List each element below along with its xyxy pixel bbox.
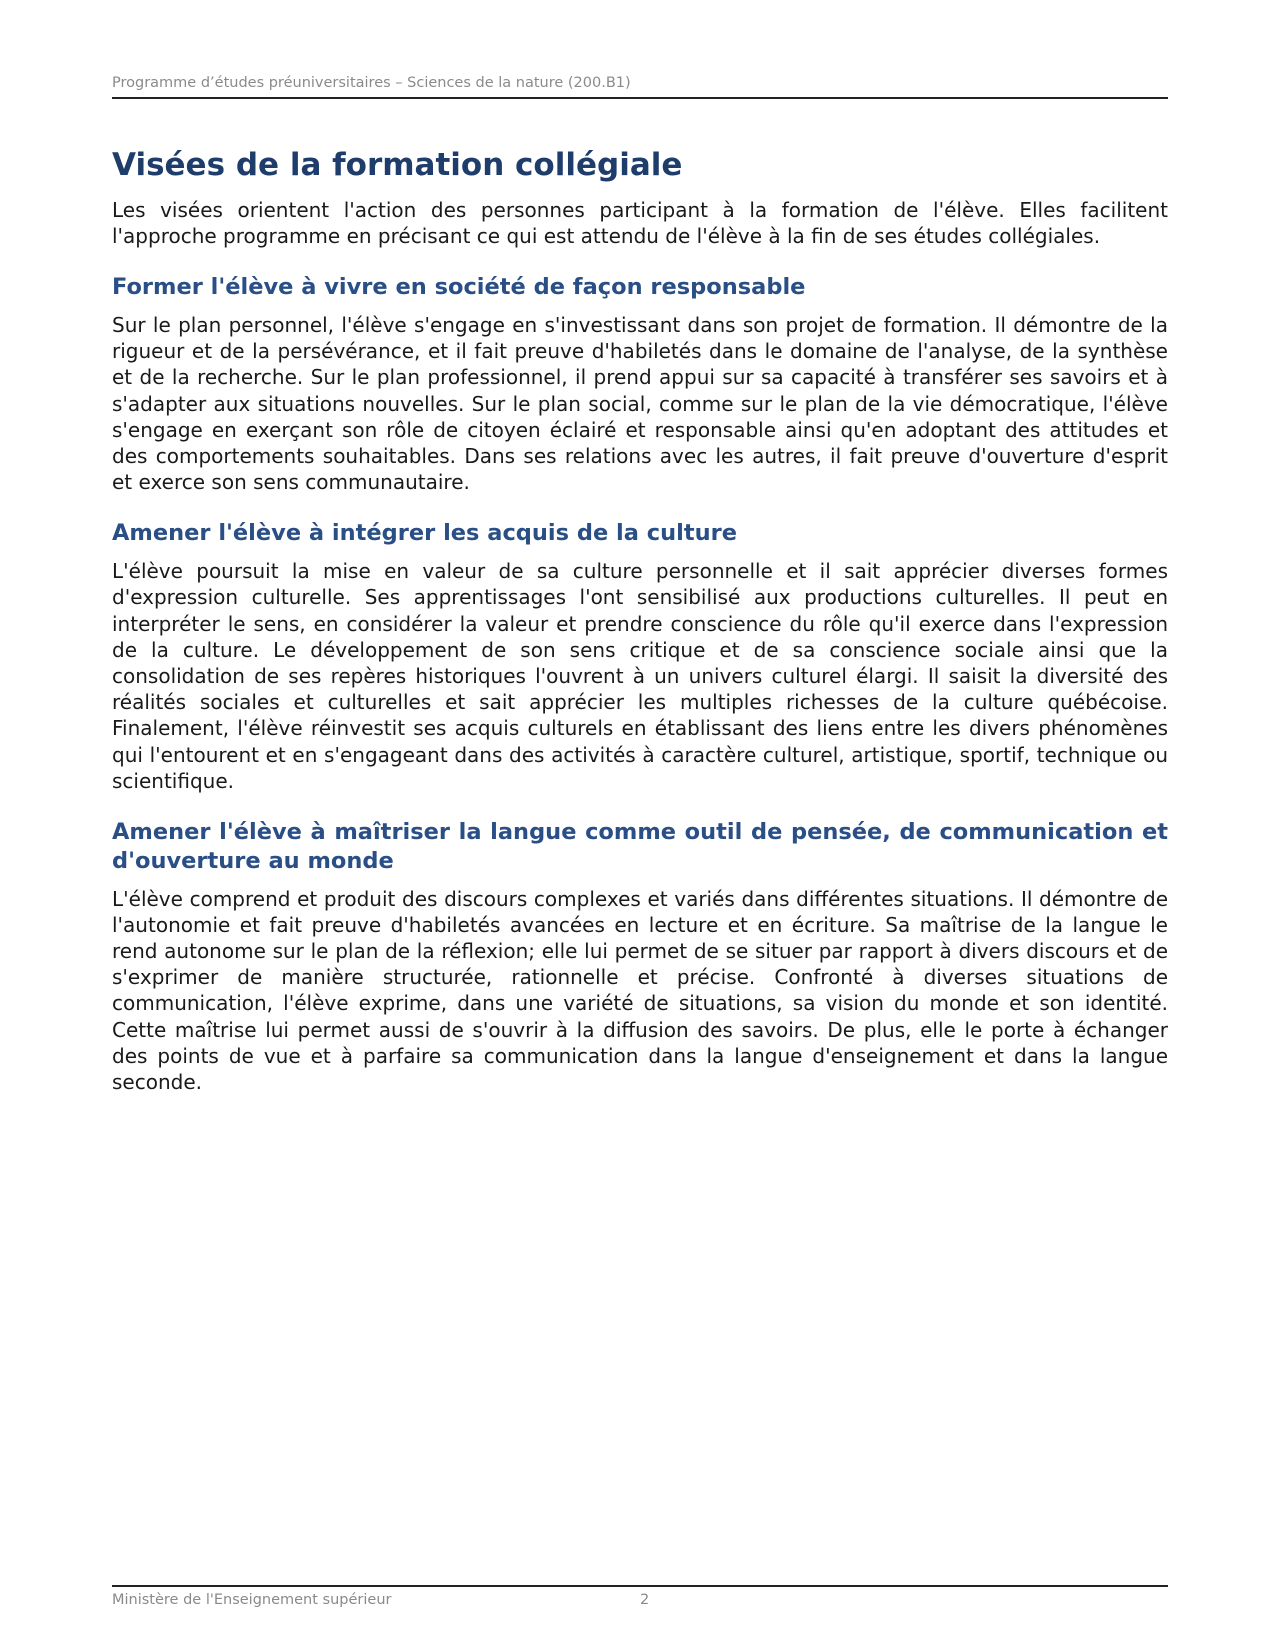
section-body: L'élève comprend et produit des discours complexes et variés dans différentes situations. Il démontre de l'autonomie et fait preuve d'habiletés avancées en lecture et en écriture. Sa maîtrise de la langue le rend autonome sur le plan de la réflexion; elle lui permet de se situer par rapport à divers discours et de s'exprimer de manière structurée, rationnelle et précise. Confronté à diverses situations de communication, l'élève exprime, dans une variété de situations, sa vision du monde et son identité. Cette maîtrise lui permet aussi de s'ouvrir à la diffusion des savoirs. De plus, elle le porte à échanger des points de vue et à parfaire sa communication dans la langue d'enseignement et dans la langue seconde.: [112, 886, 1168, 1095]
page-content: [112, 146, 1168, 1095]
section-langue: [112, 818, 1168, 1095]
section-culture: [112, 519, 1168, 794]
section-heading: Amener l'élève à intégrer les acquis de la culture: [112, 520, 737, 547]
page-title: Visées de la formation collégiale: [112, 147, 683, 183]
header-program-title: Programme d’études préuniversitaires – Sciences de la nature (200.B1): [112, 75, 631, 91]
footer-organization: Ministère de l'Enseignement supérieur: [112, 1592, 392, 1608]
section-body: L'élève poursuit la mise en valeur de sa culture personnelle et il sait apprécier diverses formes d'expression culturelle. Ses apprentissages l'ont sensibilisé aux productions culturelles. Il peut en interpréter le sens, en considérer la valeur et prendre conscience du rôle qu'il exerce dans l'expression de la culture. Le développement de son sens critique et de sa conscience sociale ainsi que la consolidation de ses repères historiques l'ouvrent à un univers culturel élargi. Il saisit la diversité des réalités sociales et culturelles et sait apprécier les multiples richesses de la culture québécoise. Finalement, l'élève réinvestit ses acquis culturels en établissant des liens entre les divers phénomènes qui l'entourent et en s'engageant dans des activités à caractère culturel, artistique, sportif, technique ou scientifique.: [112, 559, 1168, 793]
page-header: [112, 75, 1168, 99]
section-heading: Former l'élève à vivre en société de façon responsable: [112, 274, 806, 301]
section-societe: [112, 273, 1168, 495]
page-footer: [112, 1585, 1168, 1611]
page-number: 2: [640, 1592, 650, 1608]
section-body: Sur le plan personnel, l'élève s'engage en s'investissant dans son projet de formation. Il démontre de la rigueur et de la persévérance, et il fait preuve d'habiletés dans le domaine de l'analyse, de la synthèse et de la recherche. Sur le plan professionnel, il prend appui sur sa capacité à transférer ses savoirs et à s'adapter aux situations nouvelles. Sur le plan social, comme sur le plan de la vie démocratique, l'élève s'engage en exerçant son rôle de citoyen éclairé et responsable ainsi qu'en adoptant des attitudes et des comportements souhaitables. Dans ses relations avec les autres, il fait preuve d'ouverture d'esprit et exerce son sens communautaire.: [112, 312, 1168, 495]
intro-paragraph: Les visées orientent l'action des personnes participant à la formation de l'élève. Elles facilitent l'approche programme en précisant ce qui est attendu de l'élève à la fin de ses études collégiales.: [112, 197, 1168, 248]
section-heading: Amener l'élève à maîtriser la langue comme outil de pensée, de communication et d'ouverture au monde: [112, 819, 1168, 874]
